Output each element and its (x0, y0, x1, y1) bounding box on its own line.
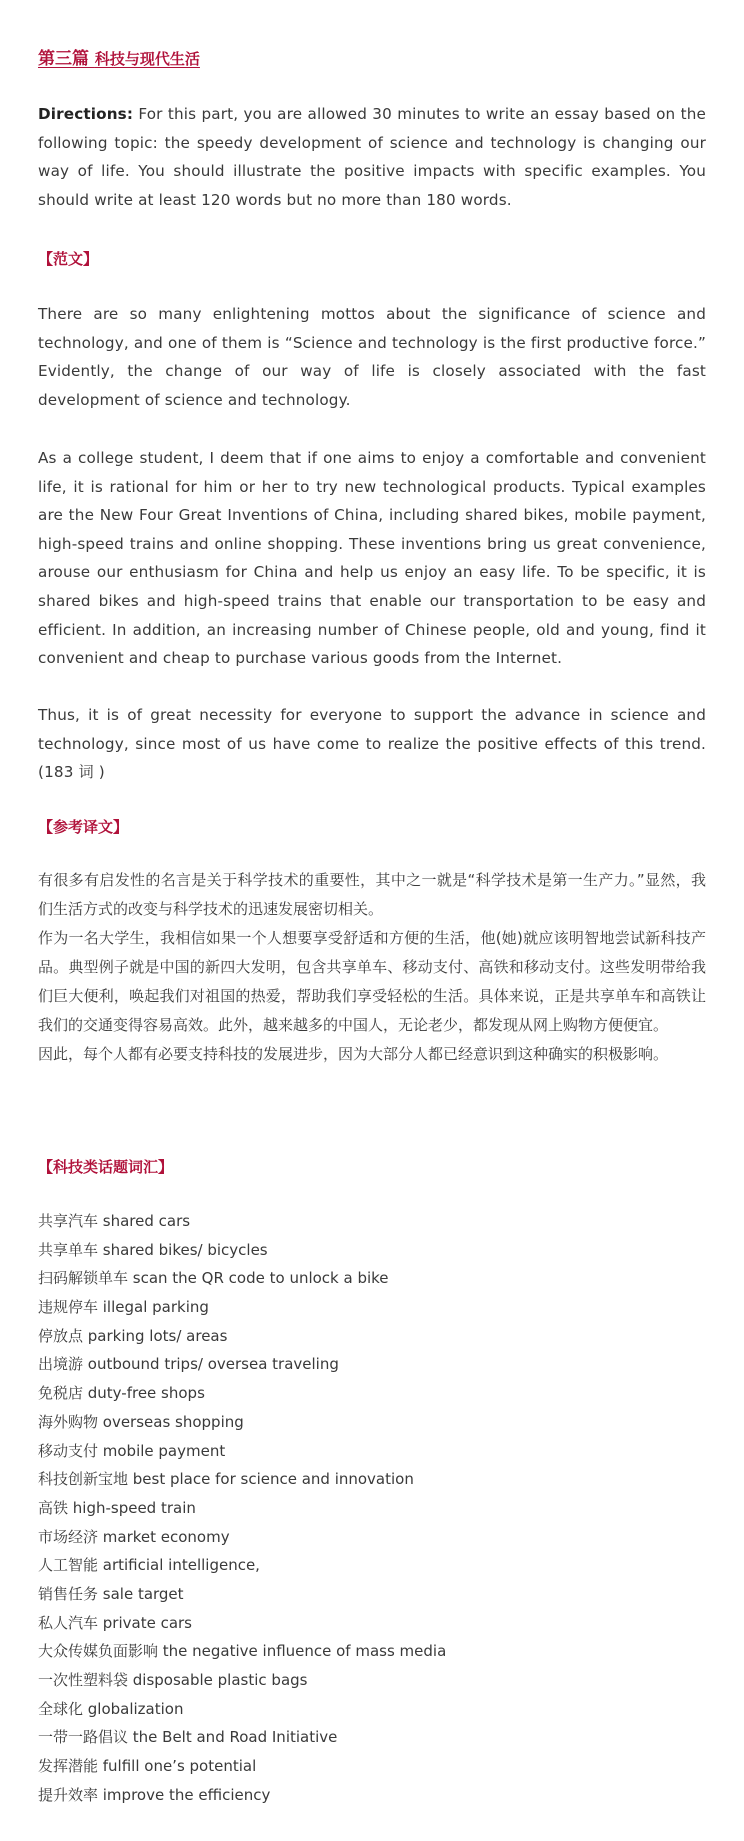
translation-paragraph-1: 有很多有启发性的名言是关于科学技术的重要性，其中之一就是“科学技术是第一生产力。”显然，我们生活方式的改变与科学技术的迅速发展密切相关。 (38, 871, 706, 918)
sample-heading: 【范文】 (38, 250, 99, 268)
vocab-item: 销售任务 sale target (38, 1584, 184, 1603)
vocab-item: 提升效率 improve the efficiency (38, 1785, 271, 1804)
translation-paragraph-2: 作为一名大学生，我相信如果一个人想要享受舒适和方便的生活，他(她)就应该明智地尝试新科技产品。典型例子就是中国的新四大发明，包含共享单车、移动支付、高铁和移动支付。这些发明带给我们巨大便利，唤起我们对祖国的热爱，帮助我们享受轻松的生活。具体来说，正是共享单车和高铁让我们的交通变得容易高效。此外，越来越多的中国人，无论老少，都发现从网上购物方便便宜。 (38, 929, 706, 1034)
title-sub: 科技与现代生活 (94, 50, 200, 68)
vocab-item: 大众传媒负面影响 the negative influence of mass media (38, 1642, 447, 1661)
directions-label: Directions: (38, 105, 134, 123)
vocab-item: 私人汽车 private cars (38, 1613, 192, 1632)
vocab-item: 市场经济 market economy (38, 1527, 230, 1546)
directions-text: For this part, you are allowed 30 minutes to write an essay based on the following topic: the speedy development of science and technology is changing our way of life. You should illustrate the positive impacts with specific examples. You should write at least 120 words but no more than 180 words. (38, 105, 706, 209)
vocab-item: 海外购物 overseas shopping (38, 1412, 244, 1431)
vocab-item: 一次性塑料袋 disposable plastic bags (38, 1671, 308, 1689)
translation-heading: 【参考译文】 (38, 818, 129, 836)
sample-paragraph-1: There are so many enlightening mottos about the significance of science and technology, and one of them is “Science and technology is the first productive force.” Evidently, the change of our way of life is closely associated with the fast development of science and technology. (38, 305, 706, 409)
vocab-item: 人工智能 artificial intelligence, (38, 1556, 260, 1575)
directions-paragraph (38, 100, 706, 214)
vocab-list (38, 1207, 706, 1809)
vocab-item: 一带一路倡议 the Belt and Road Initiative (38, 1728, 338, 1747)
vocab-item: 扫码解锁单车 scan the QR code to unlock a bike (38, 1269, 389, 1288)
vocab-item: 高铁 high-speed train (38, 1498, 196, 1517)
vocab-item: 科技创新宝地 best place for science and innovation (38, 1470, 414, 1489)
vocab-item: 共享单车 shared bikes/ bicycles (38, 1240, 268, 1259)
vocab-item: 免税店 duty-free shops (38, 1384, 205, 1403)
vocab-item: 移动支付 mobile payment (38, 1441, 226, 1460)
sample-paragraph-2: As a college student, I deem that if one aims to enjoy a comfortable and convenient life, it is rational for him or her to try new technological products. Typical examples are the New Four Great Inventions of China, including shared bikes, mobile payment, high-speed trains and online shopping. These inventions bring us great convenience, arouse our enthusiasm for China and help us enjoy an easy life. To be specific, it is shared bikes and high-speed trains that enable our transportation to be easy and efficient. In addition, an increasing number of Chinese people, old and young, find it convenient and cheap to purchase various goods from the Internet. (38, 449, 706, 668)
translation-paragraph-3: 因此，每个人都有必要支持科技的发展进步，因为大部分人都已经意识到这种确实的积极影响。 (38, 1045, 669, 1063)
vocab-item: 全球化 globalization (38, 1699, 184, 1718)
vocab-item: 出境游 outbound trips/ oversea traveling (38, 1355, 339, 1374)
vocab-item: 停放点 parking lots/ areas (38, 1326, 228, 1345)
title-main: 第三篇 (38, 49, 89, 69)
vocab-item: 共享汽车 shared cars (38, 1212, 191, 1230)
vocab-heading: 【科技类话题词汇】 (38, 1158, 174, 1176)
sample-paragraph-3: Thus, it is of great necessity for everyone to support the advance in science and technology, since most of us have come to realize the positive effects of this trend. (183 词 ) (38, 706, 706, 782)
vocab-item: 违规停车 illegal parking (38, 1298, 209, 1317)
page-title (38, 44, 200, 69)
translation-text (38, 866, 706, 1069)
vocab-item: 发挥潜能 fulfill one’s potential (38, 1757, 257, 1776)
